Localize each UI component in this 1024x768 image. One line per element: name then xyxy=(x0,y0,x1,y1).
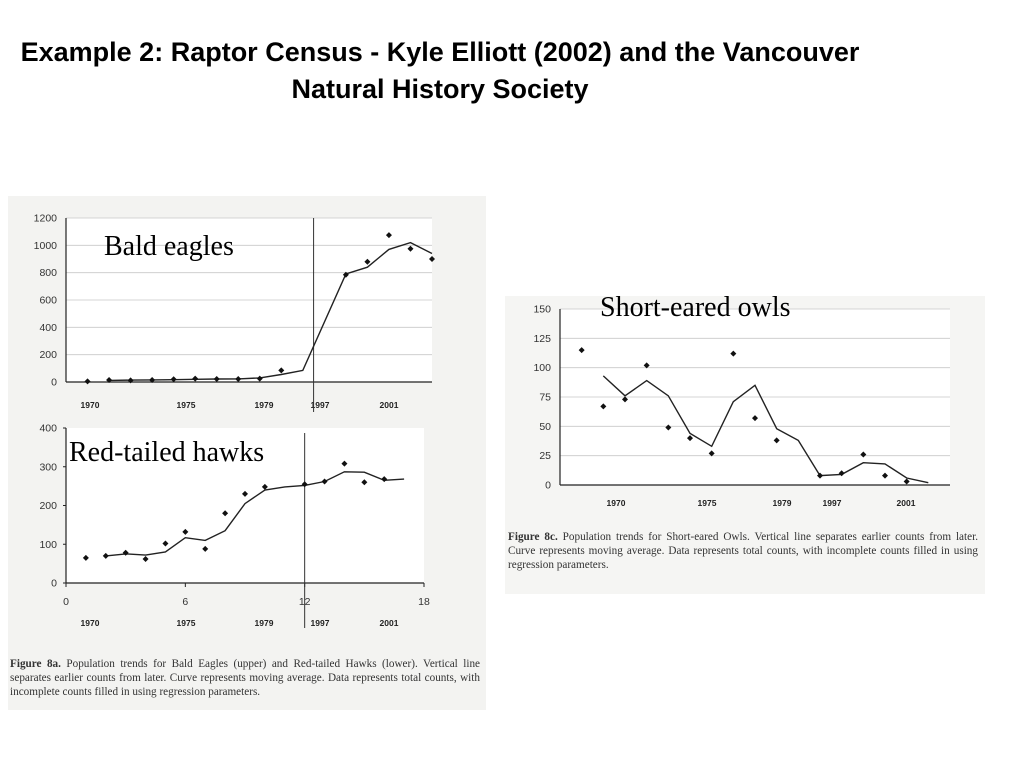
bald-eagles-label: Bald eagles xyxy=(104,231,234,262)
year-label: 1975 xyxy=(697,498,717,508)
year-label: 1997 xyxy=(822,498,842,508)
year-label: 2001 xyxy=(896,498,916,508)
year-label: 1979 xyxy=(254,400,274,410)
year-label: 1975 xyxy=(176,400,196,410)
year-label: 1970 xyxy=(80,618,100,628)
year-label: 1979 xyxy=(254,618,274,628)
x-tick-label: 6 xyxy=(182,596,189,608)
figure-8c-caption xyxy=(508,530,978,572)
y-tick-label: 100 xyxy=(39,538,57,551)
y-tick-label: 25 xyxy=(539,450,551,463)
y-tick-label: 0 xyxy=(545,479,551,492)
year-label: 1979 xyxy=(772,498,792,508)
y-tick-label: 125 xyxy=(533,332,551,345)
y-tick-label: 1200 xyxy=(33,212,57,225)
year-label: 1997 xyxy=(310,618,330,628)
x-tick-label: 0 xyxy=(63,596,69,608)
y-tick-label: 200 xyxy=(39,500,57,512)
x-tick-label: 12 xyxy=(298,596,311,608)
y-tick-label: 100 xyxy=(533,362,551,375)
year-label: 2001 xyxy=(379,618,399,628)
y-tick-label: 600 xyxy=(39,294,57,307)
y-tick-label: 0 xyxy=(51,577,57,590)
figure-8a-text: Population trends for Bald Eagles (upper) and Red-tailed Hawks (lower). Vertical line separates earlier counts from later. Curve represents moving average. Data represents total counts, with incomplete counts filled in using regression parameters. xyxy=(10,658,481,698)
y-tick-label: 400 xyxy=(39,321,57,334)
x-tick-label: 18 xyxy=(418,596,430,608)
y-tick-label: 50 xyxy=(539,420,551,433)
year-label: 1975 xyxy=(176,618,196,628)
year-label: 2001 xyxy=(379,400,399,410)
y-tick-label: 0 xyxy=(51,376,57,389)
red-tailed-hawks-label: Red-tailed hawks xyxy=(69,437,265,468)
slide-title: Example 2: Raptor Census - Kyle Elliott (2002) and the Vancouver Natural History Society xyxy=(20,37,860,104)
short-eared-owls-label: Short-eared owls xyxy=(600,292,791,323)
y-tick-label: 150 xyxy=(533,303,551,316)
figure-8c-text: Population trends for Short-eared Owls. Vertical line separates earlier counts from later. Curve represents moving average. Data represents total counts, with incomplete counts filled in using regression parameters. xyxy=(508,531,978,571)
y-tick-label: 800 xyxy=(39,267,57,280)
y-tick-label: 75 xyxy=(539,391,551,404)
year-label: 1997 xyxy=(310,400,330,410)
y-tick-label: 300 xyxy=(39,461,57,474)
figure-8a-number: Figure 8a. xyxy=(10,658,61,670)
year-label: 1970 xyxy=(80,400,100,410)
figure-8c-number: Figure 8c. xyxy=(508,531,558,543)
year-label: 1970 xyxy=(606,498,626,508)
figure-8a-caption xyxy=(10,657,480,699)
y-tick-label: 200 xyxy=(39,349,57,362)
y-tick-label: 1000 xyxy=(33,239,57,252)
y-tick-label: 400 xyxy=(39,422,57,435)
